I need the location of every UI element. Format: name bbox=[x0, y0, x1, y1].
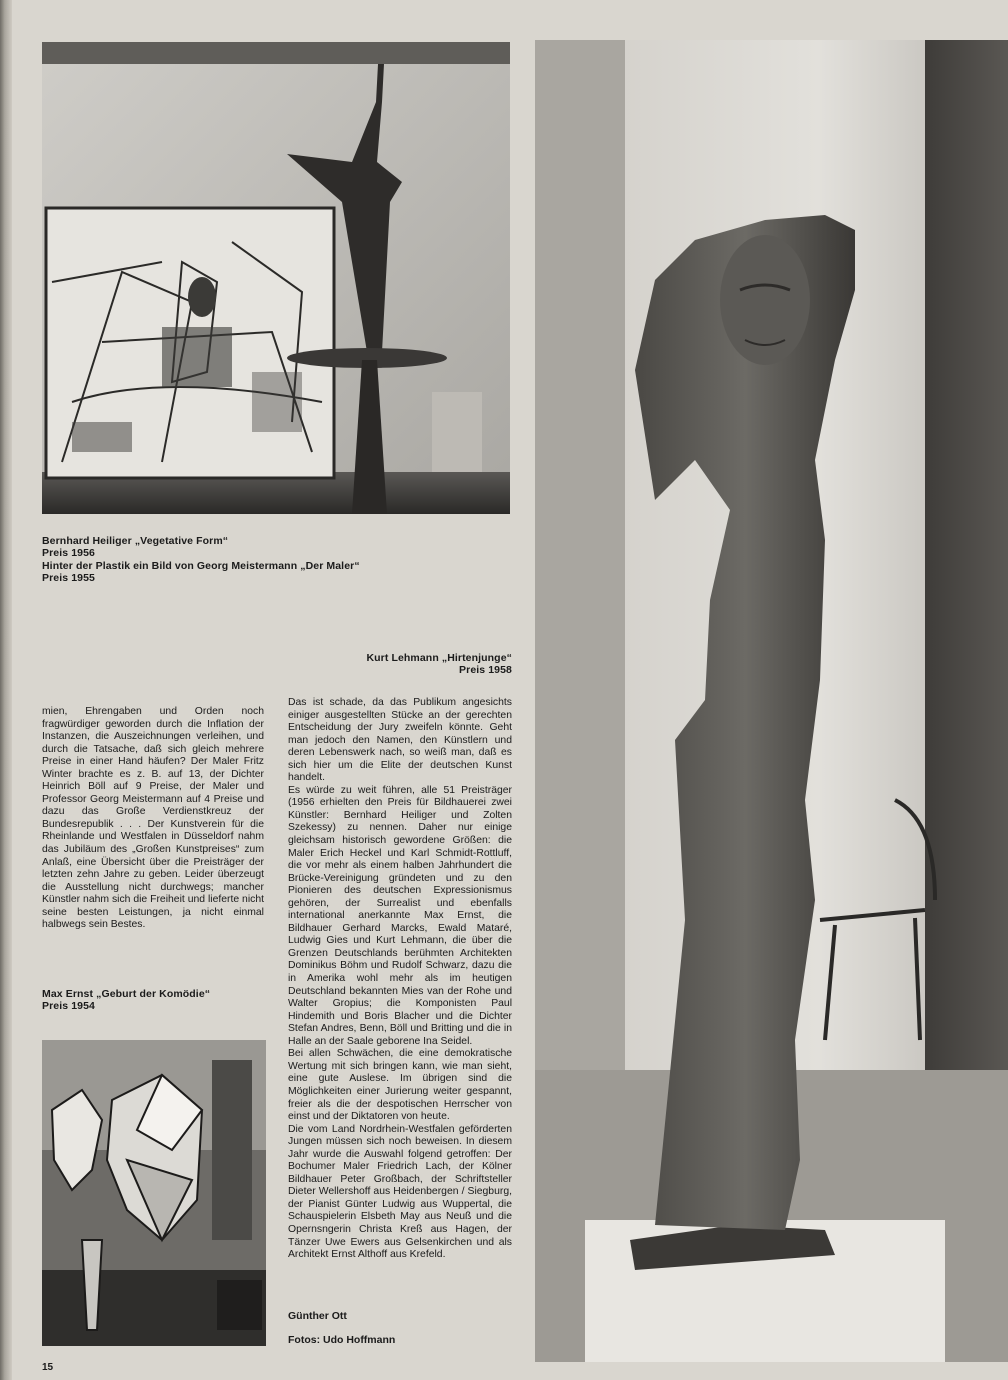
caption-line: Preis 1955 bbox=[42, 572, 95, 585]
article-column-right bbox=[288, 697, 512, 1262]
photo-vegetative-form bbox=[42, 42, 510, 514]
paragraph: Bei allen Schwächen, die eine demokratische Wertung mit sich bringen kann, wie man sieht, eine gute Auslese. Im übrigen sind die Möglichkeiten einer Jurierung weiter gespannt, freier als die der despotischen Herrscher von einst und der Diktatoren von heute. bbox=[288, 1048, 512, 1123]
paragraph: Die vom Land Nordrhein-Westfalen geförderten Jungen müssen sich noch beweisen. In diesem Jahr wurde die Auswahl folgend getroffen: Der Bochumer Maler Friedrich Lach, der Kölner Bildhauer Peter Großbach, der Schriftsteller Dieter Wellershoff aus Heidenbergen / Siegburg, der Pianist Günter Ludwig aus Wuppertal, die Schauspielerin Elsbeth May aus Neuß und die Opernsngerin Christa Kreß aus Hagen, der Tänzer Uwe Ewers aus Gelsenkirchen und als Architekt Ernst Althoff aus Krefeld. bbox=[288, 1123, 512, 1261]
caption-line: Preis 1954 bbox=[42, 1000, 95, 1013]
photo-credit: Fotos: Udo Hoffmann bbox=[288, 1334, 396, 1346]
caption-geburt-der-komoedie bbox=[42, 988, 272, 1013]
page-number: 15 bbox=[42, 1362, 54, 1373]
author-signature: Günther Ott bbox=[288, 1310, 347, 1322]
caption-line: Bernhard Heiliger „Vegetative Form“ bbox=[42, 535, 229, 547]
photo-geburt-der-komoedie bbox=[42, 1040, 266, 1346]
caption-vegetative-form bbox=[42, 535, 512, 585]
caption-line: Max Ernst „Geburt der Komödie“ bbox=[42, 988, 211, 1000]
caption-line: Kurt Lehmann „Hirtenjunge“ bbox=[366, 652, 512, 664]
paragraph: Das ist schade, da das Publikum angesichts einiger ausgestellten Stücke an der gerechten Entscheidung der Jury zweifeln könnte. Geht man jedoch den Namen, den Künstlern und deren Lebenswerk nach, so weiß man, daß es sich hier um die Elite der deutschen Kunst handelt. bbox=[288, 697, 512, 784]
caption-line: Hinter der Plastik ein Bild von Georg Meistermann „Der Maler“ bbox=[42, 559, 360, 572]
photo-hirtenjunge bbox=[535, 40, 1008, 1362]
paragraph: mien, Ehrengaben und Orden noch fragwürdiger geworden durch die Inflation der Instanzen, die Auszeichnungen verleihen, und durch die Tatsache, daß sich gleich mehrere Preise in einer Hand häufen? Der Maler Fritz Winter brachte es z. B. auf 13, der Dichter Heinrich Böll auf 9 Preise, der Maler und Professor Georg Meistermann auf 4 Preise und dazu das Große Verdienstkreuz der Bundesrepublik . . . Der Kunstverein für die Rheinlande und Westfalen in Düsseldorf nahm das Jubiläum des „Großen Kunstpreises“ zum Anlaß, eine Übersicht über die Preisträger der letzten zehn Jahre zu geben. Leider überzeugt die Ausstellung nicht durchwegs; mancher Künstler nahm sich die Freiheit und lieferte nicht seine besten Leistungen, ja nicht einmal halbwegs sein Bestes. bbox=[42, 706, 264, 931]
article-column-left bbox=[42, 706, 264, 932]
caption-line: Preis 1958 bbox=[459, 664, 512, 677]
caption-line: Preis 1956 bbox=[42, 547, 95, 560]
paragraph: Es würde zu weit führen, alle 51 Preisträger (1956 erhielten den Preis für Bildhauerei zwei Künstler: Bernhard Heiliger und Zolten Szekessy) zu nennen. Daher nur einige gleichsam historisch gewordene Größen: die Maler Erich Heckel und Karl Schmidt-Rottluff, die vor mehr als einem halben Jahrhundert die Brücke-Vereinigung gründeten und zu den Pionieren des deutschen Expressionismus gehören, der Surrealist und ebenfalls international anerkannte Max Ernst, die Bildhauer Gerhard Marcks, Ewald Mataré, Ludwig Gies und Kurt Lehmann, die über die Grenzen Deutschlands berühmten Architekten Dominikus Böhm und Rudolf Schwarz, dazu die in Amerika wohl mehr als im heutigen Deutschland bekannten Mies van der Rohe und Walter Gropius; die Komponisten Paul Hindemith und Boris Blacher und die Dichter Stefan Andres, Benn, Böll und Britting und die in Halle an der Saale geborene Ina Seidel. bbox=[288, 784, 512, 1047]
page-spine bbox=[0, 0, 12, 1380]
caption-hirtenjunge bbox=[300, 652, 512, 677]
